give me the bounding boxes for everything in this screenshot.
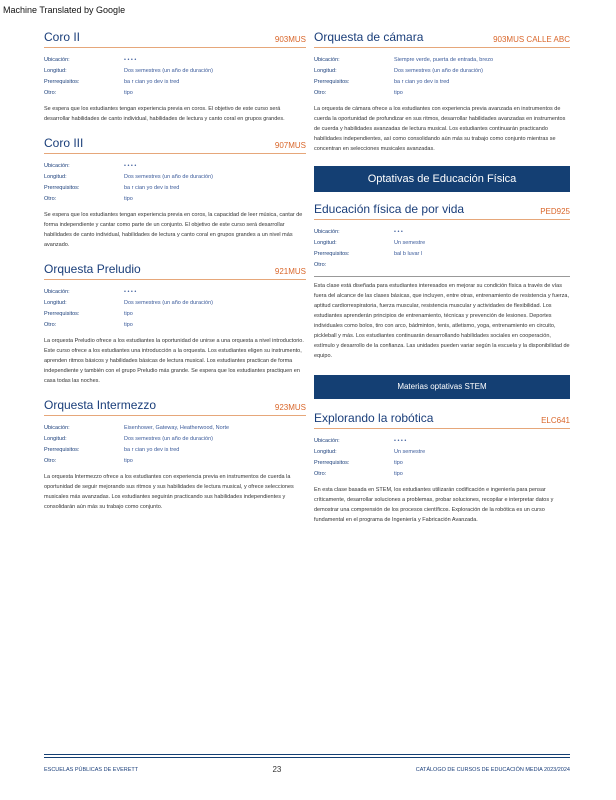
meta-label: Ubicación: — [314, 437, 340, 444]
meta-row — [44, 444, 306, 455]
meta-row — [314, 248, 570, 259]
course-code: 903MUS CALLE ABC — [493, 35, 570, 44]
meta-value: Dos semestres (un año de duración) — [124, 173, 213, 180]
divider — [314, 276, 570, 277]
meta-label: Prerrequisitos: — [314, 250, 350, 257]
course-meta — [44, 54, 306, 98]
meta-label: Otro: — [314, 89, 327, 96]
meta-value: Eisenhower, Gateway, Heatherwood, Norte — [124, 424, 230, 431]
course-description: En esta clase basada en STEM, los estudiantes utilizarán codificación e ingeniería para pensar críticamente, desarrollar soluciones a problemas, probar soluciones, recopilar e interpretar datos y demostrar una comprensión de los procesos científicos. Exploración de la robótica es un curso fundamental en el programa de Ingeniería y Fabricación Avanzada. — [314, 487, 554, 523]
course-block — [44, 262, 306, 386]
meta-value: tipo — [394, 89, 403, 96]
meta-label: Prerrequisitos: — [44, 446, 80, 453]
meta-row — [44, 308, 306, 319]
meta-row — [314, 87, 570, 98]
footer-rule — [44, 754, 570, 758]
course-code: PED925 — [540, 207, 570, 216]
meta-label: Longitud: — [314, 239, 337, 246]
meta-row — [314, 259, 570, 270]
course-code: 907MUS — [274, 141, 306, 150]
meta-value: Un semestre — [394, 239, 426, 246]
course-description: La orquesta Intermezzo ofrece a los estudiantes con experiencia previa en instrumentos de cuerda la oportunidad de seguir mejorando sus ritmos y sus habilidades de lectura musical, y ofrece selecciones musicales más avanzadas. Los estudiantes seguirán practicando sus habilidades independientes y consolidarán aún más su trabajo como conjunto. — [44, 474, 294, 510]
meta-value: Siempre verde, puerta de entrada, brezo — [394, 56, 494, 63]
meta-value: • • • — [394, 228, 403, 235]
meta-value: Dos semestres (un año de duración) — [124, 299, 213, 306]
course-title: Orquesta Preludio — [44, 262, 141, 276]
course-meta — [314, 226, 570, 270]
meta-label: Otro: — [44, 195, 57, 202]
course-header — [44, 136, 306, 154]
course-block — [44, 30, 306, 124]
meta-value: ba r cian yo dev is tred — [124, 78, 180, 85]
meta-value: • • • • — [124, 288, 137, 295]
meta-label: Longitud: — [44, 67, 67, 74]
course-block — [314, 30, 570, 154]
meta-label: Prerrequisitos: — [44, 184, 80, 191]
course-code: 903MUS — [274, 35, 306, 44]
meta-row — [44, 319, 306, 330]
meta-label: Ubicación: — [44, 288, 70, 295]
meta-value: ba r cian yo dev is tred — [394, 78, 450, 85]
course-meta — [314, 54, 570, 98]
meta-label: Otro: — [44, 89, 57, 96]
course-header — [44, 30, 306, 48]
meta-value: • • • • — [124, 56, 137, 63]
meta-row — [44, 297, 306, 308]
course-title: Orquesta Intermezzo — [44, 398, 157, 412]
meta-row — [44, 286, 306, 297]
meta-label: Otro: — [314, 470, 327, 477]
meta-value: bal b luvar l — [394, 250, 423, 257]
meta-row — [44, 65, 306, 76]
meta-row — [314, 226, 570, 237]
meta-row — [44, 87, 306, 98]
meta-row — [44, 422, 306, 433]
meta-label: Longitud: — [44, 299, 67, 306]
course-block — [314, 202, 570, 361]
meta-row — [314, 237, 570, 248]
meta-value: Dos semestres (un año de duración) — [124, 67, 213, 74]
course-title: Orquesta de cámara — [314, 30, 424, 44]
course-title: Explorando la robótica — [314, 411, 434, 425]
meta-label: Prerrequisitos: — [314, 78, 350, 85]
meta-row — [44, 171, 306, 182]
meta-label: Prerrequisitos: — [44, 78, 80, 85]
course-header — [44, 398, 306, 416]
course-block — [44, 136, 306, 250]
meta-label: Otro: — [44, 457, 57, 464]
meta-value: ba r cian yo dev is tred — [124, 184, 180, 191]
meta-value: tipo — [394, 459, 403, 466]
meta-label: Prerrequisitos: — [314, 459, 350, 466]
meta-label: Otro: — [314, 261, 327, 268]
meta-value: Un semestre — [394, 448, 426, 455]
meta-label: Longitud: — [44, 173, 67, 180]
course-header — [44, 262, 306, 280]
meta-value: tipo — [124, 310, 133, 317]
course-code: ELC641 — [541, 416, 570, 425]
meta-row — [44, 182, 306, 193]
meta-row — [44, 76, 306, 87]
course-title: Coro III — [44, 136, 84, 150]
meta-value: tipo — [394, 470, 403, 477]
meta-row — [314, 65, 570, 76]
meta-label: Prerrequisitos: — [44, 310, 80, 317]
course-block — [314, 411, 570, 525]
page-footer — [44, 754, 570, 774]
course-code: 923MUS — [274, 403, 306, 412]
meta-row — [314, 457, 570, 468]
meta-label: Longitud: — [314, 67, 337, 74]
meta-label: Longitud: — [44, 435, 67, 442]
course-camara — [314, 30, 570, 154]
course-description: La orquesta de cámara ofrece a los estudiantes con experiencia previa avanzada en instrumentos de cuerda la oportunidad de profundizar en sus ritmos, desarrollar habilidades avanzadas en instrumentos de cuerda y habilidades avanzadas de lectura musical. Los estudiantes continuarán practicando habilidades independientes, así como consolidando aún más su trabajo como conjunto mientras se concentran en selecciones musicales avanzadas. — [314, 106, 566, 152]
meta-row — [44, 160, 306, 171]
course-robotica — [314, 411, 570, 525]
meta-row — [314, 76, 570, 87]
meta-row — [44, 54, 306, 65]
course-pe — [314, 202, 570, 361]
meta-value: Dos semestres (un año de duración) — [394, 67, 483, 74]
meta-row — [44, 433, 306, 444]
course-description: Se espera que los estudiantes tengan experiencia previa en coros, la capacidad de leer música, cantar de forma independiente y cantar como parte de un conjunto. El objetivo de este curso será desarrollar habilidades de canto individual, habilidades de lectura y canto coral en grupos grandes a un nivel más avanzado. — [44, 212, 303, 248]
meta-value: tipo — [124, 457, 133, 464]
page-number: 23 — [272, 765, 282, 774]
footer-catalog: CATÁLOGO DE CURSOS DE EDUCACIÓN MEDIA 2023/2024 — [415, 766, 570, 773]
course-meta — [44, 160, 306, 204]
course-header — [314, 202, 570, 220]
course-title: Educación física de por vida — [314, 202, 465, 216]
course-meta — [44, 422, 306, 466]
right-column — [314, 30, 570, 537]
left-column — [44, 30, 306, 524]
course-header — [314, 411, 570, 429]
footer-school: ESCUELAS PÚBLICAS DE EVERETT — [44, 766, 139, 773]
meta-row — [314, 468, 570, 479]
meta-label: Ubicación: — [314, 228, 340, 235]
meta-value: tipo — [124, 321, 133, 328]
meta-label: Ubicación: — [44, 162, 70, 169]
course-description: La orquesta Preludio ofrece a los estudiantes la oportunidad de unirse a una orquesta a nivel introductorio. Este curso ofrece a los estudiantes una introducción a la orquesta. Los estudiantes eligen su instrumento, aprenden ritmos básicos y habilidades básicas de lectura musical. Los estudiantes practican de forma independiente y también con el grupo Preludio más grande. Se espera que los estudiantes practiquen en casa todas las noches. — [44, 338, 304, 384]
course-description: Esta clase está diseñada para estudiantes interesados en mejorar su condición física a través de vías fuera del alcance de las clases básicas, que incluyen, entre otras, entrenamiento de resistencia y fuerza, aptitud cardiorrespiratoria, fuerza muscular, resistencia muscular y actividades de flexibilidad. Los estudiantes aprenderán principios de entrenamiento, técnicas y prevención de lesiones. Deportes individuales como bolos, tiro con arco, bádminton, tenis, atletismo, yoga, entrenamiento en circuito, pickleball y más. Los estudiantes continuarán desarrollando habilidades sociales en cooperación, estímulo y desarrollo de la confianza. Las unidades pueden variar según la escuela y la disponibilidad de equipo. — [314, 283, 570, 359]
course-meta — [44, 286, 306, 330]
course-header — [314, 30, 570, 48]
course-meta — [314, 435, 570, 479]
meta-label: Longitud: — [314, 448, 337, 455]
section-banner-pe: Optativas de Educación Física — [314, 166, 570, 192]
meta-value: tipo — [124, 195, 133, 202]
course-code: 921MUS — [274, 267, 306, 276]
meta-label: Ubicación: — [314, 56, 340, 63]
course-title: Coro II — [44, 30, 81, 44]
meta-row — [314, 446, 570, 457]
course-description: Se espera que los estudiantes tengan experiencia previa en coros. El objetivo de este curso será desarrollar habilidades de canto individual, habilidades de lectura y canto coral en grupos grandes. — [44, 106, 285, 122]
meta-row — [44, 193, 306, 204]
section-banner-stem: Materias optativas STEM — [314, 375, 570, 399]
meta-value: • • • • — [124, 162, 137, 169]
meta-value: • • • • — [394, 437, 407, 444]
meta-row — [314, 435, 570, 446]
meta-value: tipo — [124, 89, 133, 96]
meta-row — [314, 54, 570, 65]
meta-value: ba r cian yo dev is tred — [124, 446, 180, 453]
meta-value: Dos semestres (un año de duración) — [124, 435, 213, 442]
course-block — [44, 398, 306, 512]
meta-label: Ubicación: — [44, 56, 70, 63]
meta-label: Ubicación: — [44, 424, 70, 431]
machine-translated-label: Machine Translated by Google — [3, 5, 126, 15]
meta-row — [44, 455, 306, 466]
meta-label: Otro: — [44, 321, 57, 328]
